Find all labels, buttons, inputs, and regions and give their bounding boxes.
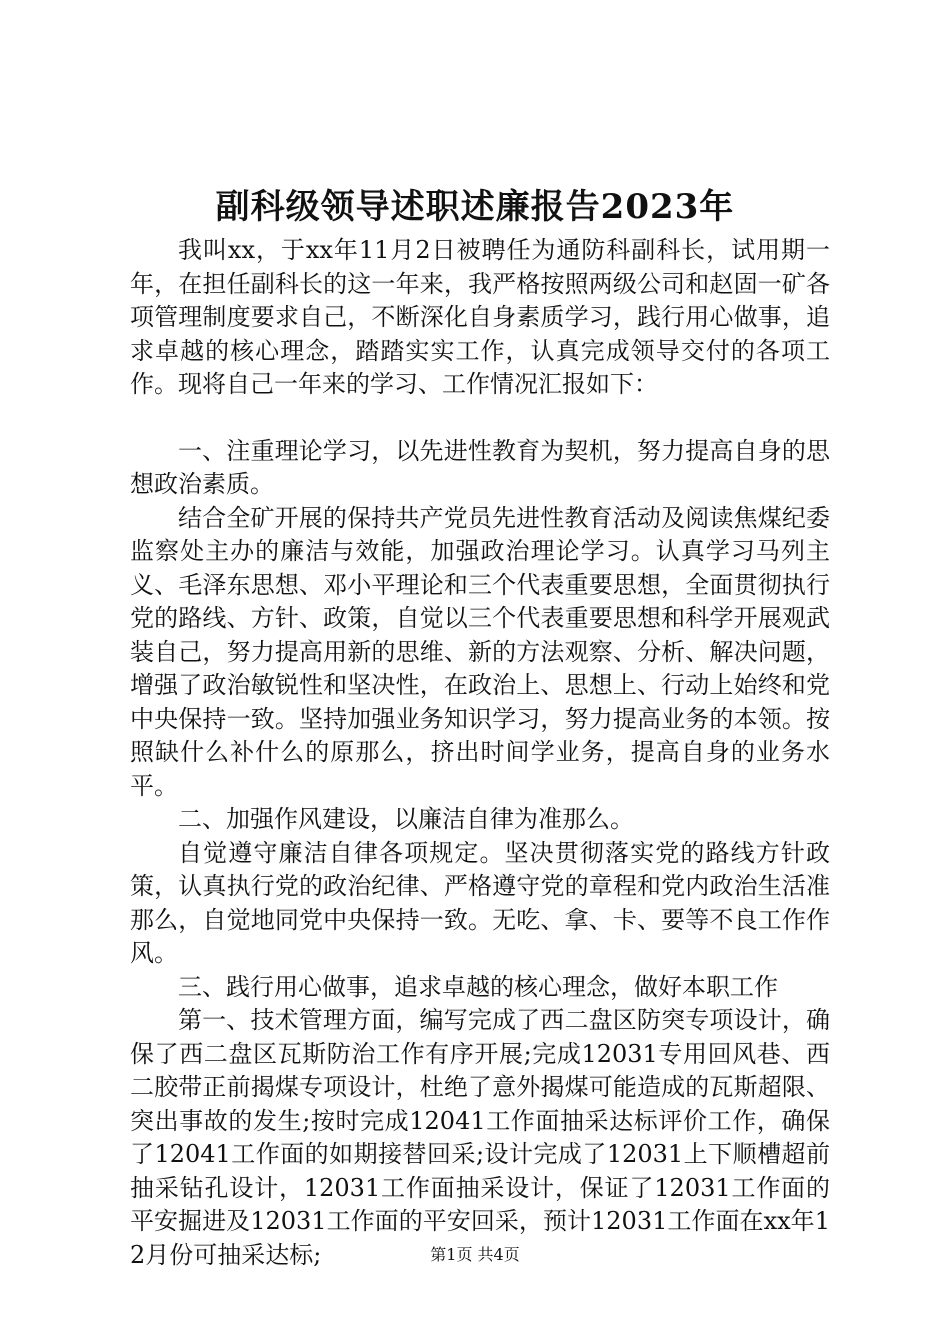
section-one-paragraph: 结合全矿开展的保持共产党员先进性教育活动及阅读焦煤纪委监察处主办的廉洁与效能，加强政治理论学习。认真学习马列主义、毛泽东思想、邓小平理论和三个代表重要思想，全面贯彻执行党的路线、方针、政策，自觉以三个代表重要思想和科学开展观武装自己，努力提高用新的思维、新的方法观察、分析、解决问题，增强了政治敏锐性和坚决性，在政治上、思想上、行动上始终和党中央保持一致。坚持加强业务知识学习，努力提高业务的本领。按照缺什么补什么的原那么，挤出时间学业务，提高自身的业务水平。 [130,503,830,800]
section-two-paragraph: 自觉遵守廉洁自律各项规定。坚决贯彻落实党的路线方针政策，认真执行党的政治纪律、严格遵守党的章程和党内政治生活准那么，自觉地同党中央保持一致。无吃、拿、卡、要等不良工作作风。 [130,838,830,967]
section-one-heading: 一、注重理论学习，以先进性教育为契机，努力提高自身的思想政治素质。 [130,436,830,498]
document-title: 副科级领导述职述廉报告2023年 [215,187,735,227]
document-body [130,234,830,1272]
section-three-paragraph: 第一、技术管理方面，编写完成了西二盘区防突专项设计，确保了西二盘区瓦斯防治工作有序开展;完成12031专用回风巷、西二胶带正前揭煤专项设计，杜绝了意外揭煤可能造成的瓦斯超限、突出事故的发生;按时完成12041工作面抽采达标评价工作，确保了12041工作面的如期接替回采;设计完成了12031上下顺槽超前抽采钻孔设计，12031工作面抽采设计，保证了12031工作面的平安掘进及12031工作面的平安回采，预计12031工作面在xx年12月份可抽采达标; [130,1006,830,1269]
section-three-heading: 三、践行用心做事，追求卓越的核心理念，做好本职工作 [178,972,778,1001]
intro-paragraph: 我叫xx，于xx年11月2日被聘任为通防科副科长，试用期一年，在担任副科长的这一年来，我严格按照两级公司和赵固一矿各项管理制度要求自己，不断深化自身素质学习，践行用心做事，追求卓越的核心理念，踏踏实实工作，认真完成领导交付的各项工作。现将自己一年来的学习、工作情况汇报如下： [130,236,830,398]
page-footer: 第1页 共4页 [430,1245,520,1264]
paragraph-gap [130,402,830,435]
section-two-heading: 二、加强作风建设，以廉洁自律为准那么。 [178,805,634,833]
